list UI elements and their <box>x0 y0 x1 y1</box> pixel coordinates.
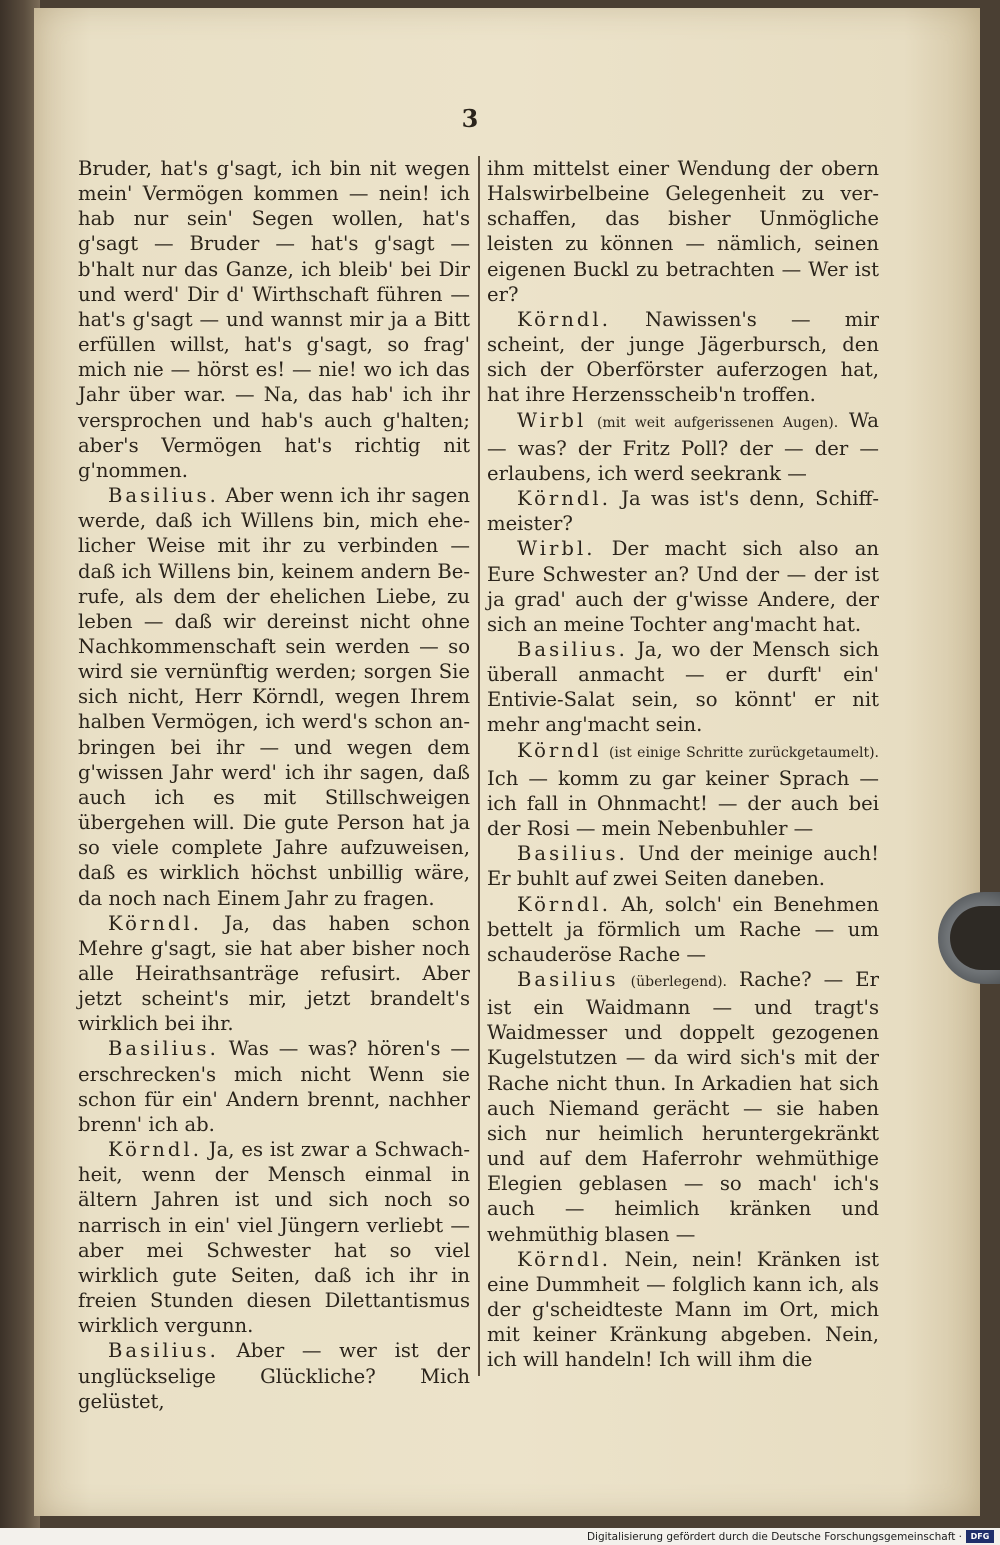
dialogue-text: Wa — was? der Fritz Poll? der — der — erlaubens, ich werd seekrank — <box>487 408 879 485</box>
speech-paragraph <box>487 892 879 967</box>
speech-paragraph <box>78 911 470 1037</box>
stage-direction: (mit weit aufgerissenen Augen). <box>596 414 839 431</box>
speech-paragraph <box>487 307 879 408</box>
dialogue-text: Nein, nein! Kränken ist eine Dummheit — folglich kann ich, als der g'scheidteste Mann im Ort, mich mit keiner Kränkung abgeben. Nein, ich will handeln! Ich will ihm die <box>487 1247 880 1372</box>
dfg-logo: DFG <box>966 1530 994 1543</box>
dialogue-text: ihm mittelst einer Wendung der obern Halswirbelbeine Gelegenheit zu verschaffen, das bisher Unmögliche leisten zu können — nämlich, seinen eigenen Buckl zu betrachten — Wer ist er? <box>487 157 879 306</box>
funding-credit: Digitalisierung gefördert durch die Deutsche Forschungsgemeinschaft · <box>586 1531 962 1543</box>
dialogue-text: Nawissen's — mir scheint, der junge Jägerbursch, den sich der Oberförster auferzogen hat, hat ihre Herzensscheib'n troffen. <box>487 307 879 407</box>
speaker-name: Basilius. <box>108 1339 219 1363</box>
speaker-name: Basilius. <box>108 484 219 508</box>
continued-paragraph <box>487 156 879 307</box>
speaker-name: Körndl. <box>108 911 202 935</box>
speaker-name: Wirbl <box>517 408 587 432</box>
dialogue-text: Rache? — Er ist ein Waidmann — und tragt's Waidmesser und doppelt gezogenen Kugelstutzen — da wird sich's mit der Rache nicht thun. In Arkadien hat sich auch Niemand gerächt — sie haben sich nur heimlich heruntergekränkt und auf dem Haferrohr wehmüthige Elegien geblasen — so mach' ich's auch — heimlich kränken und wehmüthig blasen — <box>487 968 879 1246</box>
speech-paragraph <box>78 1036 470 1137</box>
speaker-name: Basilius. <box>108 1037 219 1061</box>
speech-paragraph <box>487 738 879 842</box>
speech-paragraph <box>487 1247 879 1373</box>
speech-paragraph <box>78 1338 470 1413</box>
continued-paragraph <box>78 156 470 483</box>
speech-paragraph <box>487 841 879 891</box>
dialogue-text: Ah, solch' ein Benehmen bettelt ja förmlich um Rache — um schauderöse Rache — <box>487 892 879 966</box>
dialogue-text: Bruder, hat's g'sagt, ich bin nit wegen mein' Vermögen kommen — nein! ich hab nur sein' Segen wollen, hat's g'sagt — Bruder — hat's g'sagt — b'halt nur das Ganze, ich bleib' bei Dir und werd' Dir d' Wirthschaft führen — hat's g'sagt — und wannst mir ja a Bitt erfüllen willst, hat's g'sagt, so frag' mich nie — hörst es! — nie! wo ich das Jahr über war. — Na, das hab' ich ihr versprochen und hab's auch g'halten; aber's Vermögen hat's richtig nit g'nommen. <box>78 157 470 482</box>
speech-paragraph <box>487 486 879 536</box>
speaker-name: Körndl. <box>517 892 611 916</box>
speech-paragraph <box>487 967 879 1247</box>
speech-paragraph <box>487 536 879 637</box>
right-text-column <box>487 156 879 1373</box>
dialogue-text: Ich — komm zu gar keiner Sprach — ich fall in Ohnmacht! — der auch bei der Rosi — mein Nebenbuhler — <box>487 766 879 841</box>
speaker-name: Basilius. <box>517 842 628 866</box>
dialogue-text: Der macht sich also an Eure Schwester an? Und der — der ist ja grad' auch der g'wisse Andere, der sich an meine Tochter ang'macht hat. <box>487 537 880 636</box>
stage-direction: (ist einige Schritte zurückgetaumelt). <box>608 744 879 761</box>
left-text-column <box>78 156 470 1414</box>
dialogue-text: Was — was? hören's — erschrecken's mich nicht Wenn sie schon für ein' Andern brennt, nachher brenn' ich ab. <box>78 1037 470 1136</box>
dialogue-text: Ja, das haben schon Mehre g'sagt, sie hat aber bisher noch alle Heirathsanträge refusirt. Aber jetzt scheint's mir, jetzt brandelt's wirklich bei ihr. <box>78 911 470 1036</box>
speaker-name: Wirbl. <box>517 537 596 561</box>
dialogue-text: Ja, es ist zwar a Schwachheit, wenn der Mensch einmal in ältern Jahren ist und sich noch so narrisch in ein' viel Jüngern verliebt — aber mei Schwester hat so viel wirklich gute Seiten, daß ich ihr in freien Stunden diesen Dilettantismus wirklich vergunn. <box>78 1138 470 1338</box>
speech-paragraph <box>487 637 879 738</box>
dialogue-text: Ja, wo der Mensch sich überall anmacht — er durft' ein' Entivie-Salat sein, so könnt' er nit mehr ang'macht sein. <box>487 637 880 737</box>
page-number: 3 <box>461 104 479 133</box>
speech-paragraph <box>78 1137 470 1338</box>
dialogue-text: Aber wenn ich ihr sagen werde, daß ich Willens bin, mich ehelicher Weise mit ihr zu verbinden — daß ich Willens bin, keinem andern Berufe, als dem der ehelichen Liebe, zu leben — daß wir dereinst nicht ohne Nachkommenschaft sein werden — so wird sie vernünftig werden; sorgen Sie sich nicht, Herr Körndl, wegen Ihrem halben Vermögen, ich werd's schon anbringen bei ihr — und wegen dem g'wissen Jahr werd' ich ihr sagen, daß auch ich es mit Stillschweigen übergehen will. Die gute Person hat ja so viele complete Jahre aufzuweisen, daß es wirklich höchst unbillig wäre, da noch nach Einem Jahr zu fragen. <box>78 484 471 910</box>
dialogue-text: Aber — wer ist der unglückselige Glückliche? Mich gelüstet, <box>78 1339 470 1413</box>
speaker-name: Basilius <box>517 968 619 991</box>
column-divider <box>478 156 480 1376</box>
dialogue-text: Ja was ist's denn, Schiffmeister? <box>487 487 880 536</box>
speech-paragraph <box>78 483 470 911</box>
dialogue-text: Und der meinige auch! Er buhlt auf zwei Seiten daneben. <box>487 842 879 891</box>
speech-paragraph <box>487 408 879 486</box>
stage-direction: (überlegend). <box>630 974 727 990</box>
speaker-name: Körndl. <box>108 1138 202 1162</box>
speaker-name: Körndl. <box>517 307 611 331</box>
speaker-name: Körndl. <box>517 487 611 511</box>
speaker-name: Körndl. <box>517 1247 611 1271</box>
speaker-name: Basilius. <box>517 637 628 661</box>
speaker-name: Körndl <box>517 738 602 762</box>
